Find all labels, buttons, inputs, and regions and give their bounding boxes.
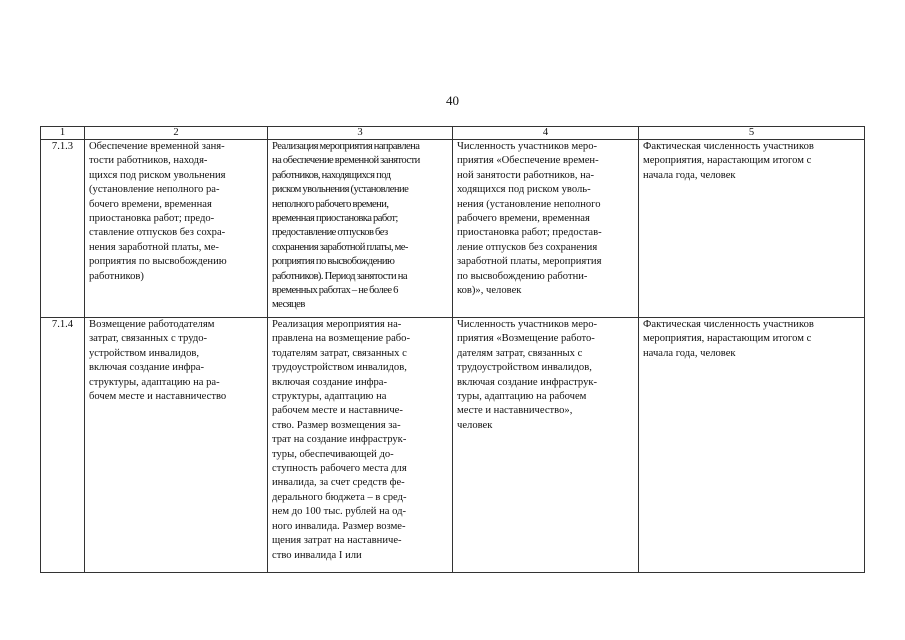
row-code: 7.1.4 [41, 318, 85, 573]
event-name-cell: Обеспечение временной заня- тости работников, находя- щихся под риском увольнения (установление неполного ра- бочего времени, временная приостановка работ; предо- ставление отпусков без сохра- нения заработной платы, ме- роприятия по высвобождению работников) [85, 140, 268, 318]
column-header-2: 2 [85, 127, 268, 140]
row-code: 7.1.3 [41, 140, 85, 318]
indicator-value-cell: Фактическая численность участников мероприятия, нарастающим итогом с начала года, человек [639, 318, 865, 573]
indicator-value-cell: Фактическая численность участников мероприятия, нарастающим итогом с начала года, человек [639, 140, 865, 318]
column-header-5: 5 [639, 127, 865, 140]
page-number: 40 [446, 93, 459, 108]
event-description-cell: Реализация мероприятия направлена на обеспечение временной занятости работников, находящихся под риском увольнения (установление неполного рабочего времени, временная приостановка работ; предоставление отпусков без сохранения заработной платы, ме- роприятия по высвобождению работников). Период занятости на временных работах – не более 6 месяцев [268, 140, 453, 318]
indicator-name-cell: Численность участников меро- приятия «Возмещение работо- дателям затрат, связанных с трудоустройством инвалидов, включая создание инфраструк- туры, адаптацию на рабочем месте и наставничество», человек [453, 318, 639, 573]
column-header-1: 1 [41, 127, 85, 140]
table-body [41, 140, 865, 573]
column-header-3: 3 [268, 127, 453, 140]
indicator-name-cell: Численность участников меро- приятия «Обеспечение времен- ной занятости работников, на- ходящихся под риском уволь- нения (установление неполного рабочего времени, временная приостановка работ; предостав- ление отпусков без сохранения заработной платы, мероприятия по высвобождению работни- ков)», человек [453, 140, 639, 318]
event-description-cell: Реализация мероприятия на- правлена на возмещение рабо- тодателям затрат, связанных с трудоустройством инвалидов, включая создание инфра- структуры, адаптацию на рабочем месте и наставниче- ство. Размер возмещения за- трат на создание инфраструк- туры, обеспечивающей до- ступность рабочего места для инвалида, за счет средств фе- дерального бюджета – в сред- нем до 100 тыс. рублей на од- ного инвалида. Размер возме- щения затрат на наставниче- ство инвалида I или [268, 318, 453, 573]
column-header-4: 4 [453, 127, 639, 140]
header-row [41, 127, 865, 140]
table-row [41, 140, 865, 318]
table-header [41, 127, 865, 140]
event-name-cell: Возмещение работодателям затрат, связанных с трудо- устройством инвалидов, включая создание инфра- структуры, адаптацию на ра- бочем месте и наставничество [85, 318, 268, 573]
table-row [41, 318, 865, 573]
indicators-table [40, 126, 865, 573]
